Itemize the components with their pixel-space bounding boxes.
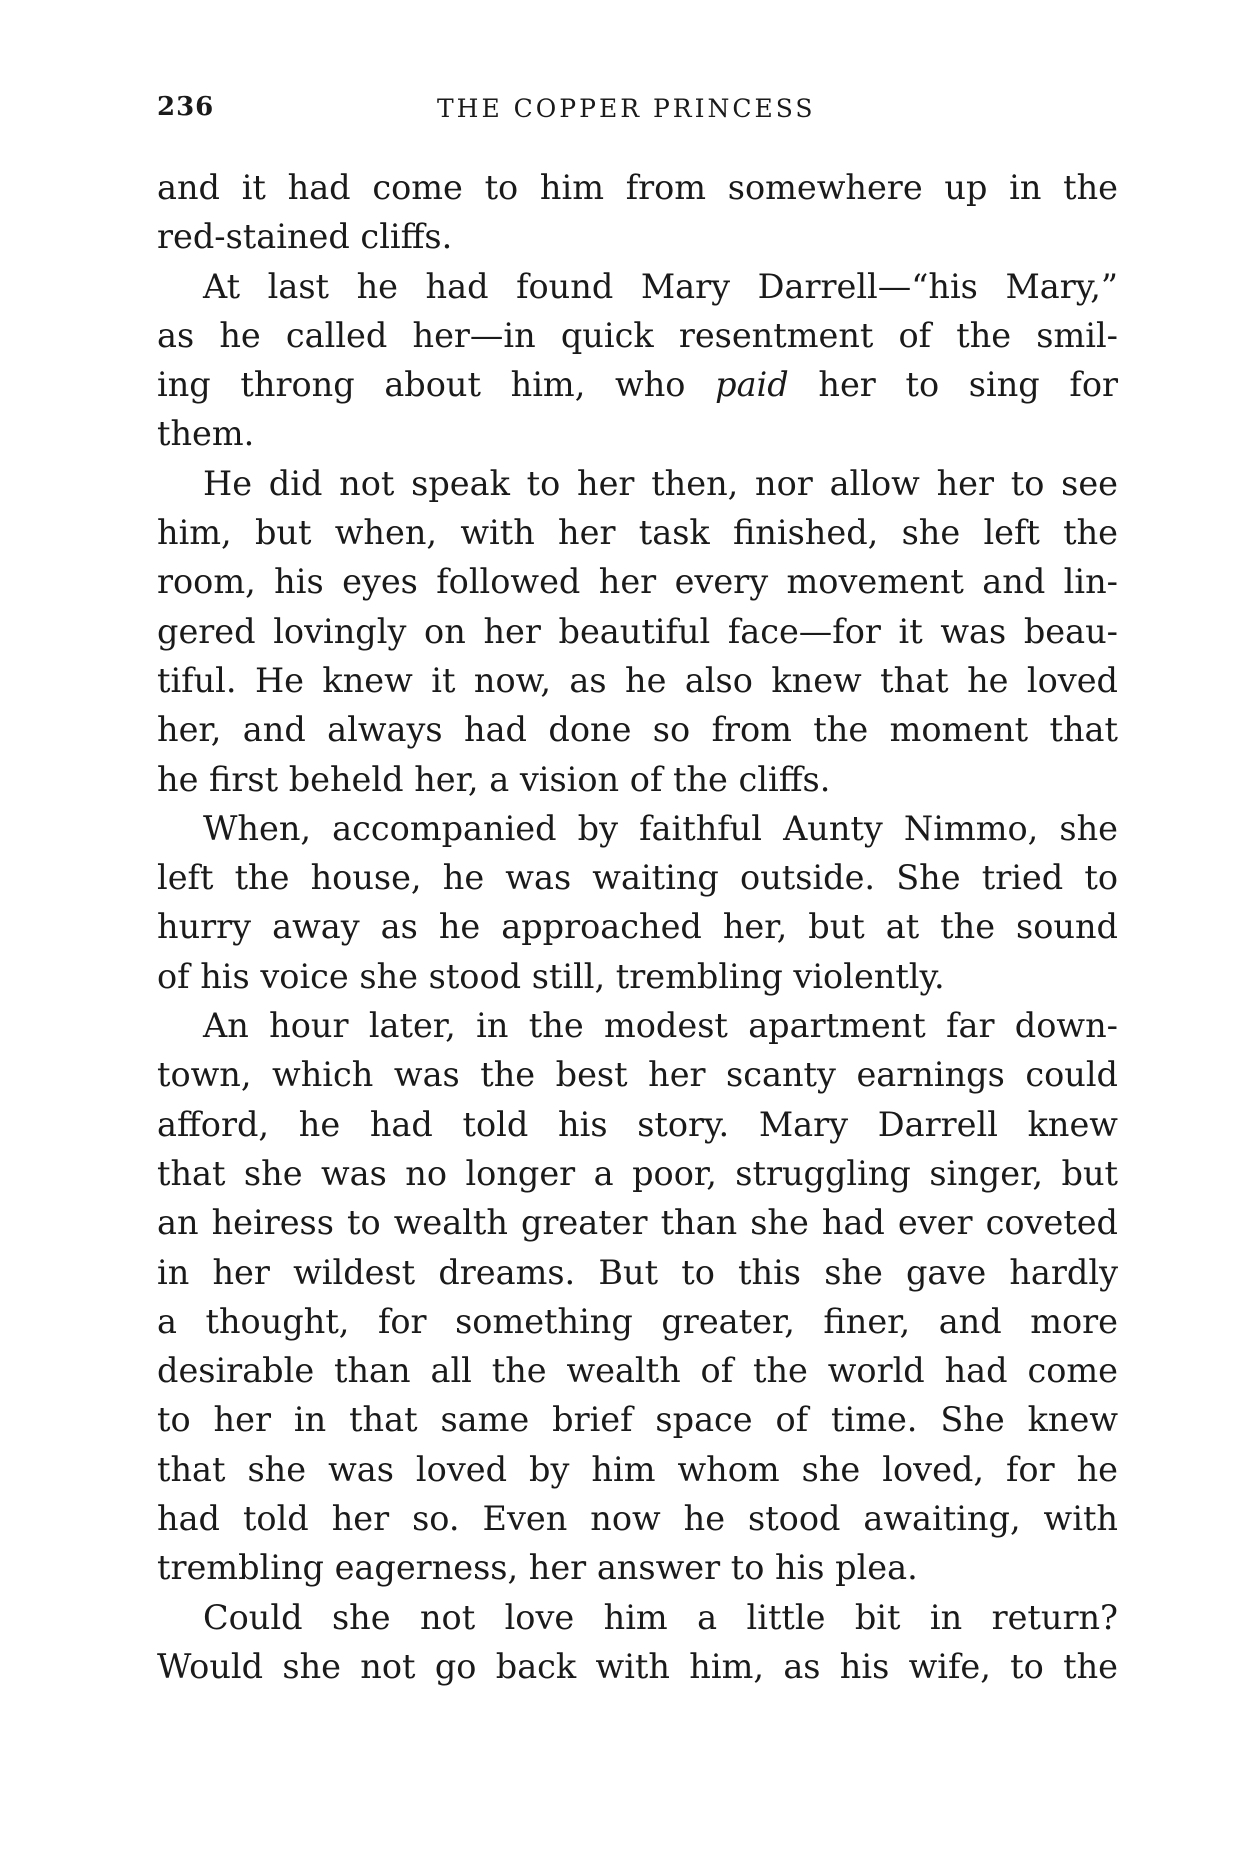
text-line: He did not speak to her then, nor allow her to see — [203, 463, 1118, 503]
text-line: tiful. He knew it now, as he also knew that he loved — [157, 660, 1118, 700]
text-line: trembling eagerness, her answer to his plea. — [157, 1548, 918, 1588]
text-line: her, and always had done so from the moment that — [157, 710, 1118, 750]
paragraph — [157, 1593, 1118, 1692]
text-line: desirable than all the wealth of the world had come — [157, 1351, 1118, 1391]
italic-word: paid — [715, 365, 789, 405]
page-header — [157, 92, 1118, 132]
text-line: as he called her—in quick resentment of the smil- — [157, 315, 1118, 355]
text-line: town, which was the best her scanty earnings could — [157, 1055, 1118, 1095]
text-line: Would she not go back with him, as his wife, to the — [157, 1646, 1118, 1686]
text-line: gered lovingly on her beautiful face—for it was beau- — [157, 611, 1118, 651]
text-line: to her in that same brief space of time. She knew — [157, 1400, 1118, 1440]
text-line: left the house, he was waiting outside. She tried to — [157, 858, 1118, 898]
text-line: room, his eyes followed her every movement and lin- — [157, 562, 1118, 602]
text-line: that she was no longer a poor, struggling singer, but — [157, 1153, 1118, 1193]
text-line: he first beheld her, a vision of the cliffs. — [157, 759, 831, 799]
text-line: and it had come to him from somewhere up in the — [157, 168, 1118, 207]
text-line: that she was loved by him whom she loved, for he — [157, 1449, 1118, 1489]
text-line: At last he had found Mary Darrell—“his Mary,” — [203, 266, 1118, 306]
text-line: had told her so. Even now he stood awaiting, with — [157, 1499, 1118, 1539]
paragraph — [157, 262, 1118, 459]
paragraph — [157, 459, 1118, 804]
text-line: of his voice she stood still, trembling violently. — [157, 956, 945, 996]
text-line: them. — [157, 414, 255, 454]
text-line: When, accompanied by faithful Aunty Nimmo, she — [203, 808, 1118, 848]
text-line: an heiress to wealth greater than she had ever coveted — [157, 1203, 1118, 1243]
paragraph — [157, 163, 1118, 262]
text-line: in her wildest dreams. But to this she gave hardly — [157, 1252, 1118, 1292]
text-line: afford, he had told his story. Mary Darrell knew — [157, 1104, 1118, 1144]
text-line: ing throng about him, who paid her to sing for — [157, 365, 1118, 405]
body-text — [157, 163, 1118, 1691]
paragraph — [157, 804, 1118, 1001]
text-line: him, but when, with her task finished, she left the — [157, 513, 1118, 553]
paragraph — [157, 1001, 1118, 1593]
text-line: a thought, for something greater, finer, and more — [157, 1301, 1118, 1341]
text-line: An hour later, in the modest apartment far down- — [203, 1006, 1118, 1046]
text-line: hurry away as he approached her, but at the sound — [157, 907, 1118, 947]
text-line: red-stained cliffs. — [157, 217, 453, 257]
text-line: Could she not love him a little bit in return? — [203, 1597, 1118, 1637]
page-number: 236 — [157, 92, 215, 122]
running-title: THE COPPER PRINCESS — [437, 94, 816, 123]
